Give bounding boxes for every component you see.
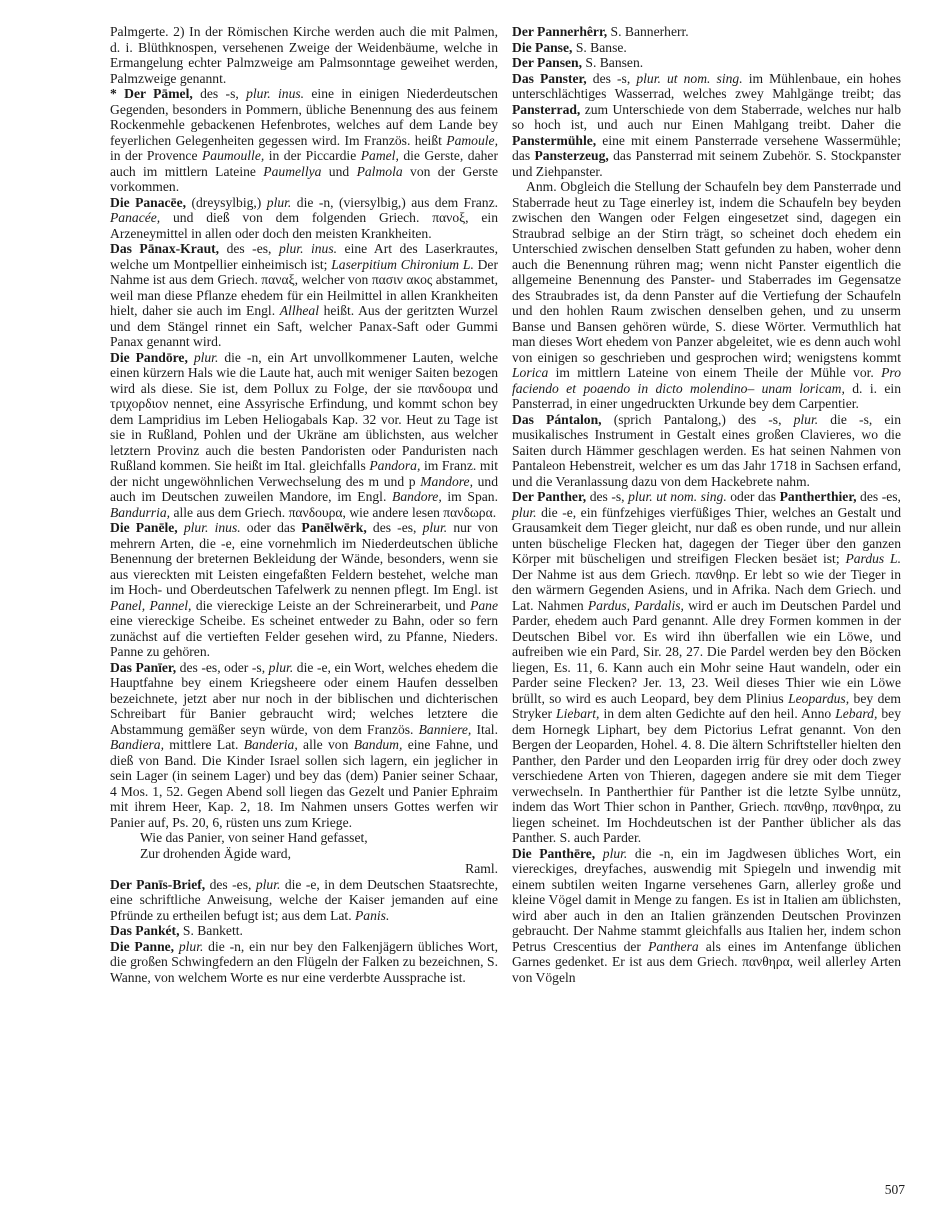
- text-segment: die -n, ein Art unvollkommener Lauten, welche einen kürzern Hals wie die Laute hat, auch mit weniger Saiten bezogen wird als diese. Sie ist, dem Pollux zu Folge, der sie πανδουρα und τριχορδιον nennet, eine Assyrische Erfindung, und kommt schon bey dem Lampridius im Leben Heliogabals Kap. 32 vor. Heut zu Tage ist sie in Rußland, Pohlen und der Ukräne am üblichsten, aus welcher letztern Provinz auch die besten Pandoristen oder Panduristen nach Rußland kommen. Sie heißt im Ital. gleichfalls: [110, 349, 498, 473]
- text-segment: Leopardus,: [788, 690, 850, 706]
- text-segment: und auch im Deutschen zuweilen Mandore, im Engl.: [110, 473, 499, 504]
- entry-panier: [110, 660, 498, 831]
- text-segment: Pantherthier,: [779, 489, 857, 504]
- text-segment: des -s,: [586, 489, 629, 504]
- text-segment: Die Panne,: [110, 938, 175, 954]
- text-segment: Der Nahme ist aus dem Griech. πανθηρ. Er lebt so wie der Tieger in den wärmern Gegenden Asiens, und in Afrika. Nach dem Griech. und Lat. Nahmen: [512, 566, 901, 613]
- entry-pantalon: [512, 412, 901, 490]
- text-segment: Liebart,: [556, 706, 600, 721]
- entry-panthere: [512, 846, 901, 986]
- verse-line: [140, 830, 498, 846]
- text-segment: Paumellya: [263, 163, 322, 179]
- text-segment: plur. ut nom. sing.: [628, 489, 727, 504]
- text-segment: Pamoule,: [446, 132, 498, 148]
- text-segment: Pro faciendo et poaendo in dicto molendino– unam loricam,: [512, 365, 901, 396]
- text-segment: Der Panther,: [512, 489, 587, 504]
- text-segment: des -s,: [586, 70, 637, 86]
- text-segment: Pardus L.: [845, 551, 901, 566]
- text-segment: S. Bannerherr.: [607, 24, 689, 39]
- text-segment: plur.: [512, 504, 537, 520]
- text-segment: das Pansterrad mit seinem Zubehör. S. Stockpanster und Ziehpanster.: [512, 148, 901, 179]
- text-segment: Pamel,: [360, 148, 399, 163]
- text-segment: alle aus dem Griech. πανδουρα, wie andere lesen πανδωρα.: [170, 504, 497, 520]
- right-column: [512, 24, 901, 985]
- entry-panele: [110, 520, 498, 660]
- text-segment: wird er auch im Deutschen Pardel und Parder, ehedem auch Pard genannt. Alle drey Formen kommen in der Deutschen Bibel vor. Es wird ihn überfallen wie ein Löwe, und aufreiben wie ein Pard, Sir. 28, 27. Die Pardel werden bey den Böcken liegen, Es. 11, 6. Kann auch ein Mohr seine Haut wandeln, oder ein Parder seine Flecken? Jer. 13, 23. Weil dieses Thier wie ein Löwe brüllt, so wird es auch Leopard, bey dem Plinius: [512, 597, 901, 706]
- text-segment: Banniere,: [418, 721, 472, 737]
- text-segment: Raml.: [465, 861, 498, 876]
- text-segment: Das Panster,: [512, 70, 587, 86]
- text-segment: (dreysylbig,): [186, 194, 267, 210]
- text-segment: Panthera: [648, 938, 699, 954]
- text-segment: in der Piccardie: [264, 148, 361, 163]
- text-segment: die -n, ein nur bey den Falkenjägern übliches Wort, die großen Schwingfedern an den Flügeln der Falken zu bezeichnen, S. Wanne, von welchem Worte es nur eine verderbte Aussprache ist.: [110, 938, 499, 985]
- text-segment: von der Gerste vorkommen.: [110, 163, 498, 194]
- text-segment: eine Art des Laserkrautes, welche um Montpellier einheimisch ist;: [110, 241, 498, 272]
- anmerkung-paragraph: [512, 179, 901, 412]
- text-segment: des -es,: [856, 489, 901, 504]
- text-segment: Die Panēle,: [110, 520, 178, 535]
- text-segment: S. Bansen.: [581, 55, 644, 70]
- text-segment: oder das: [726, 489, 780, 504]
- text-segment: Das Pankét,: [110, 923, 180, 938]
- text-segment: Wie das Panier, von seiner Hand gefasset,: [140, 830, 368, 845]
- entry-panax-kraut: [110, 241, 498, 350]
- text-segment: des -es,: [205, 876, 256, 892]
- text-segment: * Der Pāmel,: [110, 86, 193, 101]
- entry-pamel: [110, 86, 498, 195]
- text-segment: Pandora,: [369, 458, 421, 473]
- text-segment: in dem alten Gedichte auf den heil. Anno: [599, 706, 836, 721]
- text-segment: plur. inus.: [177, 520, 241, 535]
- text-segment: Bandiera,: [110, 737, 164, 752]
- text-segment: S. Banse.: [572, 39, 627, 55]
- text-segment: Paumoulle,: [201, 148, 265, 163]
- text-segment: die -e, in dem Deutschen Staatsrechte, eine schriftliche Anweisung, welche der Kaiser jemanden auf eine Pfründe zu ertheilen befugt ist; aus dem Lat.: [110, 876, 498, 923]
- text-segment: heißt. Aus der geritzten Wurzel und dem Stängel rinnet ein Saft, welcher Panax-Saft oder Gummi Panax genannt wird.: [110, 303, 499, 349]
- text-segment: die Gerste, daher auch im mittlern Lateine: [110, 148, 498, 179]
- text-segment: die -n, ein im Jagdwesen übliches Wort, ein viereckiges, dreyfaches, auswendig mit Spiegeln und inwendig mit einem subtilen weiten Ingarne versehenes Garn, allerley große und kleine Vögel damit in Menge zu fangen. Es ist in Italien am üblichsten, wird aber auch in den an Italien gränzenden Deutschen Provinzen gebraucht. Der Nahme stammt gleichfalls aus Italien her, indem schon Petrus Crescentius der: [512, 845, 901, 954]
- text-segment: bey dem Stryker: [512, 690, 901, 721]
- text-segment: Panel, Pannel,: [110, 597, 192, 613]
- text-segment: die -n, (viersylbig,) aus dem Franz.: [291, 194, 499, 210]
- text-segment: Das Pántalon,: [512, 411, 602, 427]
- text-segment: Lebard,: [835, 706, 878, 721]
- entry-panster: [512, 71, 901, 180]
- text-segment: plur.: [268, 659, 294, 675]
- text-segment: plur.: [595, 845, 628, 861]
- entry-panne: [110, 939, 498, 986]
- text-segment: Bandore,: [392, 489, 442, 504]
- text-segment: Anm. Obgleich die Stellung der Schaufeln bey dem Pansterrade und Staberrade heut zu Tage einerley ist, indem die Schaufeln bey beyden zwischen den Wangen oder Felgen eingesetzet sind, dagegen ein Straubrad selbige an der Stirn trägt, so scheinet doch ehedem ein Unterschied zwischen denselben Statt gefunden zu haben, woher denn auch die Benennung rühren mag; wenn nicht Panster eigentlich die allgemeine Benennung des Panster- und Staberrades im Gegensatze des Straubrades ist, da denn Panster auf die Vertiefung der Schaufeln und den hohlen Raum zwischen denselben gehen, und zu unserm Banse und Bansen gehören würde, S. diese Wörter. Vermuthlich hat man dieses Wort ehedem von Panzer abgeleitet, wie es denn auch wohl von einigen so geschrieben und gesprochen wird; wenigstens kommt: [512, 179, 901, 365]
- text-segment: Die Panacēe,: [110, 194, 187, 210]
- text-segment: des -es, oder -s,: [176, 659, 269, 675]
- continuation-paragraph: [110, 24, 498, 86]
- text-segment: Allheal: [279, 303, 319, 318]
- entry-panther: [512, 489, 901, 846]
- text-segment: eine in einigen Niederdeutschen Gegenden, besonders in Pommern, übliche Benennung des aus feinem Rockenmehle gebackenen Hefenbrotes, welches auf dem Lande bey feyerlichen Gelegenheiten gegessen wird. Im Französ. heißt: [110, 86, 498, 148]
- text-segment: Panacée,: [110, 210, 161, 225]
- text-segment: plur.: [793, 411, 819, 427]
- text-segment: die -s, ein musikalisches Instrument in Gestalt eines großen Clavieres, wo die Saiten durch Hämmer geschlagen werden. Es hat seinen Nahmen von Pantaleon Hebenstreit, welcher es um das Jahr 1718 in Sachsen erfand, und die Veranlassung dazu von dem Hackebrete nahm.: [512, 411, 901, 489]
- text-segment: in der Provence: [110, 148, 202, 163]
- text-segment: Das Pānax-Kraut,: [110, 241, 220, 256]
- text-segment: Bandurria,: [110, 504, 171, 520]
- text-segment: Das Panīer,: [110, 659, 177, 675]
- entry-panket: [110, 923, 498, 939]
- text-segment: eine mit einem Pansterrade versehene Wassermühle; das: [512, 132, 901, 163]
- text-segment: Panis.: [355, 907, 390, 923]
- verse-line: [140, 846, 498, 862]
- text-segment: des -s,: [192, 86, 247, 101]
- text-segment: eine viereckige Scheibe. Es scheinet entweder zu Bahn, oder so fern zunächst auf die vertieften Felder gesehen wird, zu Pfanne, Nieders. Panne zu gehören.: [110, 613, 498, 659]
- entry-panse: [512, 40, 901, 56]
- attribution: [110, 861, 498, 877]
- text-segment: Panēlwērk,: [301, 520, 367, 535]
- text-segment: im Span.: [441, 489, 499, 504]
- text-segment: Der Pansen,: [512, 55, 582, 70]
- text-segment: Lorica: [512, 365, 549, 380]
- entry-pannerherr: [512, 24, 901, 40]
- text-segment: die viereckige Leiste an der Schreinerarbeit, und: [191, 597, 471, 613]
- text-segment: (sprich Pantalong,) des -s,: [601, 411, 794, 427]
- text-segment: Laserpitium Chironium L.: [331, 256, 474, 272]
- text-segment: oder das: [240, 520, 302, 535]
- text-segment: und: [321, 163, 357, 179]
- text-segment: d. i. ein Pansterrad, in einer ungedruckten Urkunde bey dem Carpentier.: [512, 380, 901, 411]
- text-segment: alle von: [297, 737, 354, 752]
- text-segment: plur.: [187, 349, 219, 365]
- page-number: 507: [884, 1182, 905, 1197]
- entry-pansen: [512, 55, 901, 71]
- text-segment: Der Panīs-Brief,: [110, 876, 206, 892]
- text-segment: Palmgerte. 2) In der Römischen Kirche werden auch die mit Palmen, d. i. Blüthknospen, versehenen Zweige der Weidenbäume, welche in Ermangelung echter Palmzweige am Palmsonntage geweihet werden, Palmzweige genannt.: [110, 24, 498, 86]
- text-segment: Die Panse,: [512, 39, 573, 55]
- text-segment: mittlere Lat.: [164, 737, 244, 752]
- text-segment: plur. ut nom. sing.: [636, 70, 743, 86]
- text-segment: im Mühlenbaue, ein hohes unterschlächtiges Wasserrad, welches zwey Mahlgänge treibt; das: [512, 70, 901, 101]
- text-segment: und dieß von dem folgenden Griech. πανοξ, ein Arzeneymittel in allen oder doch den meisten Krankheiten.: [110, 210, 498, 241]
- entry-pandore: [110, 350, 498, 521]
- text-segment: plur. inus.: [246, 86, 305, 101]
- text-segment: zum Unterschiede von dem Staberrade, welches nur halb so hoch ist, und auch nur Einen Mahlgang treibt. Daher die: [512, 101, 901, 132]
- text-segment: Die Pandōre,: [110, 349, 188, 365]
- text-segment: Der Pannerhêrr,: [512, 24, 608, 39]
- text-segment: Zur drohenden Ägide ward,: [140, 845, 291, 861]
- text-segment: als eines im Antenfange üblichen Garnes gedenket. Er ist aus dem Griech. πανθηρα, weil allerley Arten von Vögeln: [512, 938, 901, 985]
- text-segment: Palmola: [356, 163, 403, 179]
- entry-panacee: [110, 195, 498, 242]
- text-segment: Pansterzeug,: [534, 148, 609, 163]
- text-segment: Mandore,: [420, 473, 473, 489]
- text-segment: Pansterrad,: [512, 101, 581, 117]
- text-segment: Bandum,: [353, 737, 403, 752]
- text-segment: Panstermühle,: [512, 132, 597, 148]
- left-column: [110, 24, 498, 985]
- text-segment: Der Nahme ist aus dem Griech. παναξ, welcher von πασιν ακος abstammet, weil man diese Pflanze ehedem für ein Heilmittel in allen Krankheiten hielt, daher sie auch im Engl.: [110, 256, 498, 318]
- text-segment: plur.: [174, 938, 204, 954]
- text-segment: die -e, ein fünfzehiges vierfüßiges Thier, welches an Gestalt und Grausamkeit dem Tieger gleicht, nur daß es oben runde, und nur allein unten büschelige Flecken hat, dagegen der Tieger über den ganzen Körper mit büscheligen und streifigen Flecken besäet ist;: [512, 504, 901, 566]
- text-segment: S. Bankett.: [179, 923, 243, 938]
- text-segment: plur.: [266, 194, 292, 210]
- text-segment: nur von mehrern Arten, die -e, eine vornehmlich im Niederdeutschen übliche Benennung der breternen Bekleidung der Wände, besonders, wenn sie aus viereckten mit Leisten eingefaßten Feldern bestehet, welche man im Hoch- und Oberdeutschen Tafelwerk zu nennen pflegt. Im Engl. ist: [110, 520, 498, 597]
- entry-panis-brief: [110, 877, 498, 924]
- text-segment: Pane: [470, 597, 498, 613]
- text-segment: plur.: [422, 520, 448, 535]
- text-segment: bey dem Hornegk Liphart, bey dem Pictorius Lefrat genannt. Von den Bergen der Leoparden, Hohel. 4. 8. Die ältern Schriftsteller hielten den Panther, den Parder und den Leoparden irrig für drey oder doch zwey verschiedene Arten von Thieren, dagegen andere sie mit dem Tieger verwechseln. In Pantherthier für Panther ist die letzte Sylbe unnütz, indem das Wort Thier schon in Panther, Griech. πανθηρ, πανθηρα, zu liegen scheinet. Im Hochdeutschen ist der Panther üblicher als das Panther. S. auch Parder.: [512, 706, 901, 845]
- text-segment: im Franz. mit der nicht ungewöhnlichen Verwechselung des m und p: [110, 458, 499, 489]
- text-segment: des -es,: [366, 520, 423, 535]
- text-segment: Banderia,: [243, 737, 298, 752]
- text-segment: des -es,: [219, 241, 279, 256]
- text-segment: plur. inus.: [278, 241, 338, 256]
- text-segment: die -e, ein Wort, welches ehedem die Hauptfahne bey einem Kriegsheere oder einem Haufen desselben bezeichnete, jetzt aber nur noch in der biblischen und dichterischen Schreibart für Banier gebraucht wird; welches letztere die Abstammung gemäßer seyn würde, von dem Französ.: [110, 659, 498, 737]
- text-segment: plur.: [255, 876, 281, 892]
- text-segment: im mittlern Lateine von einem Theile der Mühle vor.: [548, 365, 882, 380]
- text-segment: Pardus, Pardalis,: [587, 597, 684, 613]
- text-segment: eine Fahne, und dieß von Band. Die Kinder Israel sollen sich lagern, ein jeglicher in sein Lager (in seinem Lager) und bey das (dem) Panier seiner Schaar, 4 Mos. 1, 52. Gegen Abend soll liegen das Gezelt und Panier Ephraim mit ihrem Heer, Kap. 2, 18. Im Nahmen unsers Gottes werfen wir Panier auf, Ps. 20, 6, rüsten uns zum Kriege.: [110, 737, 498, 830]
- text-segment: Die Panthēre,: [512, 845, 596, 861]
- text-segment: Ital.: [471, 721, 498, 737]
